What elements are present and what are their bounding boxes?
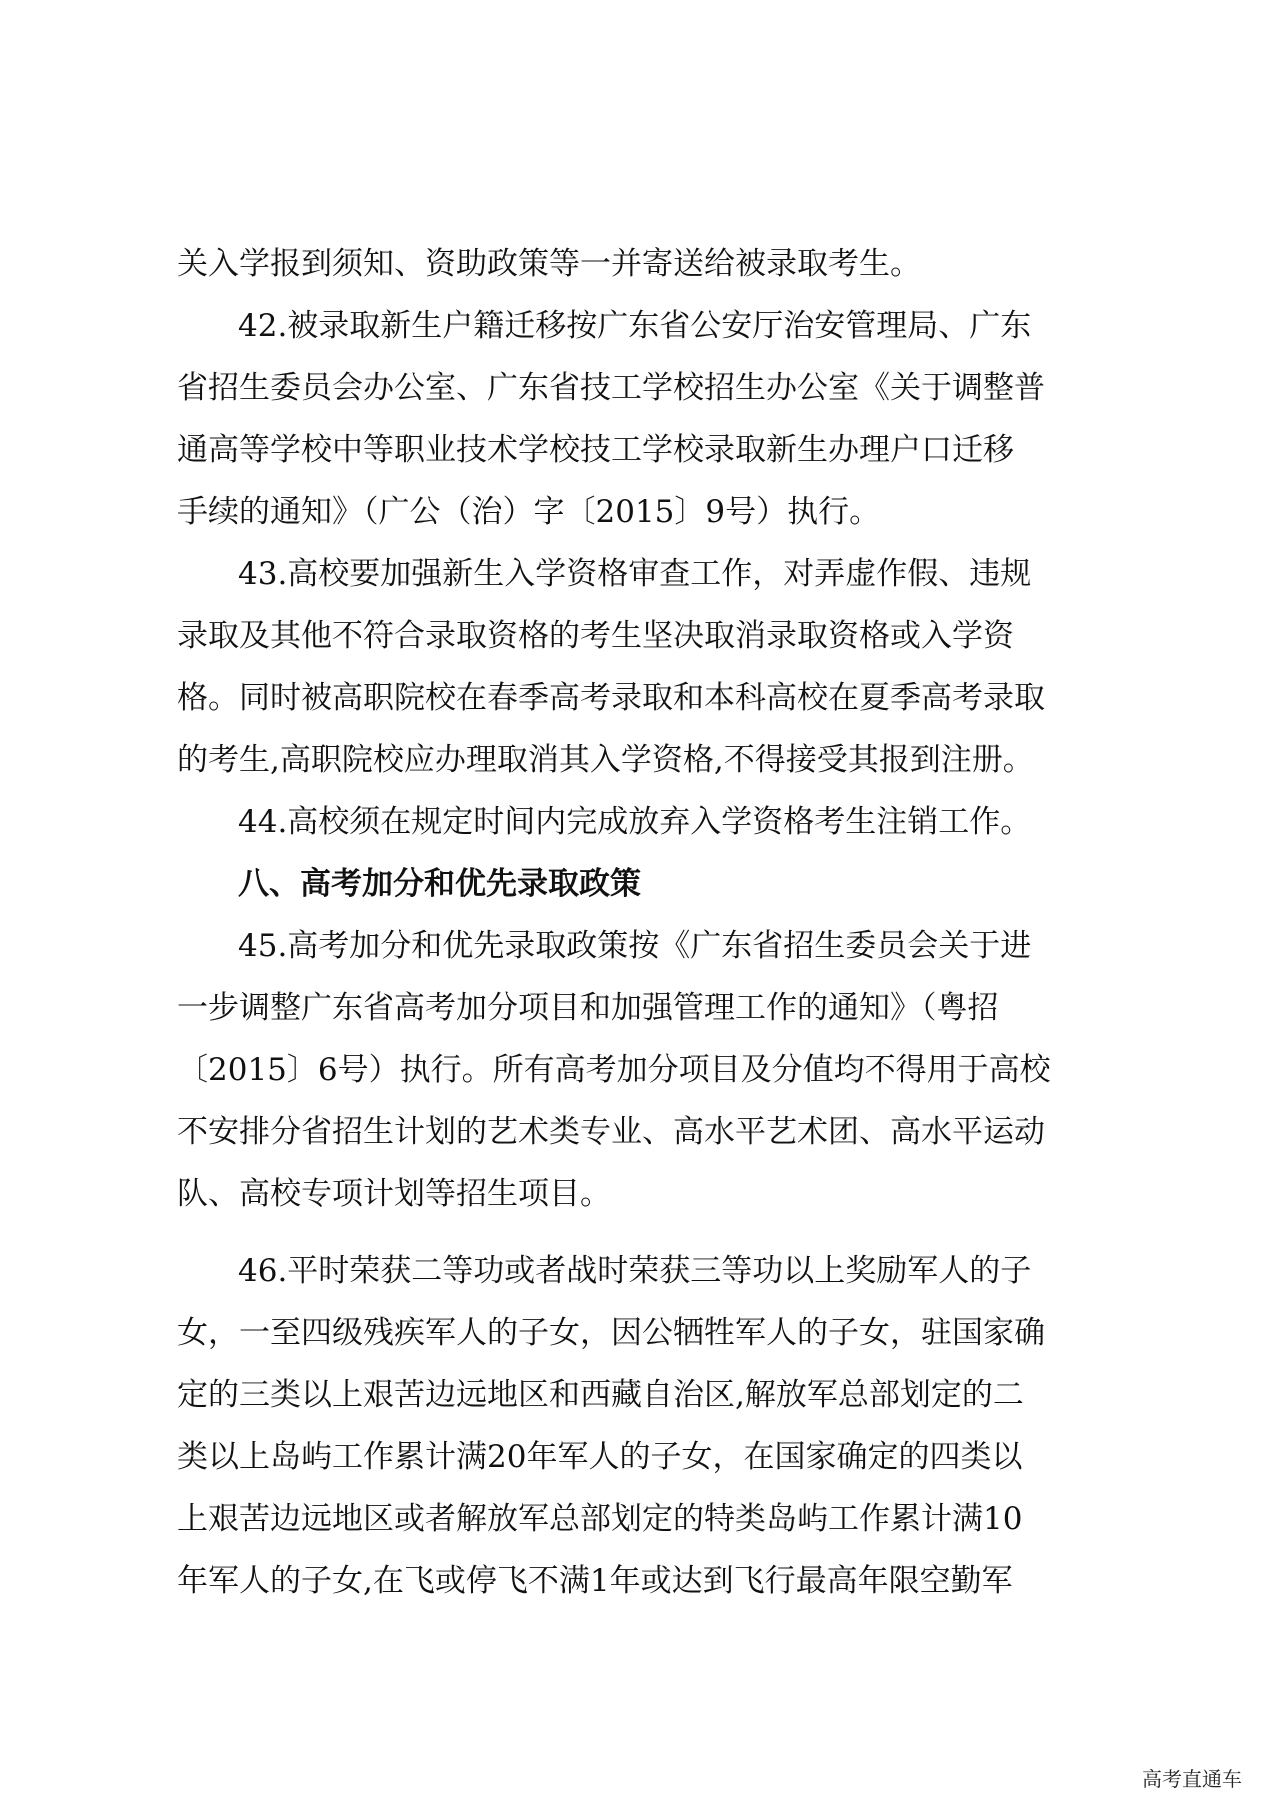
text-line: 45.高考加分和优先录取政策按《广东省招生委员会关于进 [238, 928, 1032, 964]
text-line: 队、高校专项计划等招生项目。 [177, 1176, 611, 1212]
text-line: 的考生,高职院校应办理取消其入学资格,不得接受其报到注册。 [177, 742, 1034, 778]
text-line: 年军人的子女,在飞或停飞不满1年或达到飞行最高年限空勤军 [177, 1563, 1013, 1599]
text-line: 43.高校要加强新生入学资格审查工作，对弄虚作假、违规 [238, 556, 1032, 592]
text-line: 46.平时荣获二等功或者战时荣获三等功以上奖励军人的子 [238, 1253, 1032, 1289]
text-line: 上艰苦边远地区或者解放军总部划定的特类岛屿工作累计满10 [177, 1501, 1023, 1537]
text-line: 省招生委员会办公室、广东省技工学校招生办公室《关于调整普 [177, 370, 1045, 406]
text-line: 女，一至四级残疾军人的子女，因公牺牲军人的子女，驻国家确 [177, 1315, 1045, 1351]
text-line: 格。同时被高职院校在春季高考录取和本科高校在夏季高考录取 [177, 680, 1045, 716]
text-line: 手续的通知》（广公（治）字〔2015〕9号）执行。 [177, 494, 881, 530]
text-line: 42.被录取新生户籍迁移按广东省公安厅治安管理局、广东 [238, 308, 1032, 344]
text-line: 不安排分省招生计划的艺术类专业、高水平艺术团、高水平运动 [177, 1114, 1045, 1150]
text-line: 录取及其他不符合录取资格的考生坚决取消录取资格或入学资 [177, 618, 1014, 654]
watermark-logo-text: 高考直通车 [1142, 1767, 1242, 1791]
text-line: 一步调整广东省高考加分项目和加强管理工作的通知》（粤招 [177, 990, 999, 1026]
text-line: 关入学报到须知、资助政策等一并寄送给被录取考生。 [177, 246, 921, 282]
text-line: 定的三类以上艰苦边远地区和西藏自治区,解放军总部划定的二 [177, 1377, 1024, 1413]
text-line: 〔2015〕6号）执行。所有高考加分项目及分值均不得用于高校 [177, 1052, 1051, 1088]
section-heading: 八、高考加分和优先录取政策 [238, 866, 641, 902]
text-line: 通高等学校中等职业技术学校技工学校录取新生办理户口迁移 [177, 432, 1014, 468]
text-line: 类以上岛屿工作累计满20年军人的子女，在国家确定的四类以 [177, 1439, 1023, 1475]
text-line: 44.高校须在规定时间内完成放弃入学资格考生注销工作。 [238, 804, 1032, 840]
